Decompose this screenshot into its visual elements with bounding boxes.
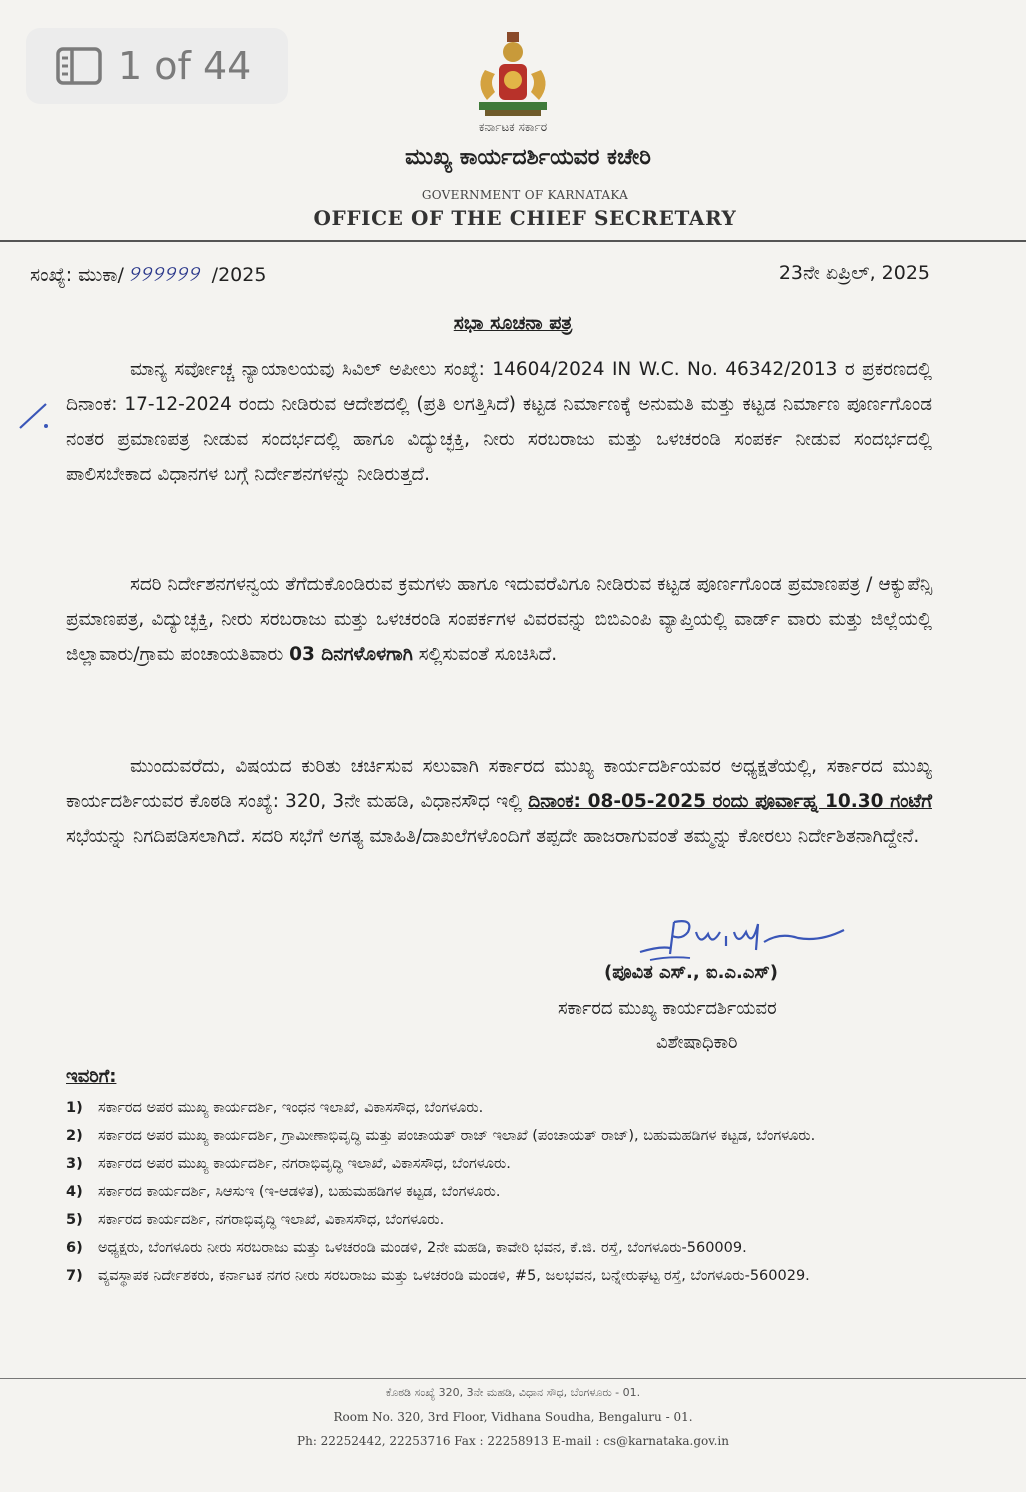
list-text: ಸರ್ಕಾರದ ಕಾರ್ಯದರ್ಶಿ, ಸಿಆಸುಇ (ಇ-ಆಡಳಿತ), ಬಹುಮಹಡಿಗಳ ಕಟ್ಟಡ, ಬೆಂಗಳೂರು.: [98, 1184, 501, 1200]
list-number: 5): [66, 1212, 83, 1228]
paragraph-1-text: ಮಾನ್ಯ ಸರ್ವೋಚ್ಚ ನ್ಯಾಯಾಲಯವು ಸಿವಿಲ್ ಅಪೀಲು ಸಂಖ್ಯೆ: 14604/2024 IN W.C. No. 46342/2013 ರ ಪ್ರಕರಣದಲ್ಲಿ ದಿನಾಂಕ: 17-12-2024 ರಂದು ನೀಡಿರುವ ಆದೇಶದಲ್ಲಿ (ಪ್ರತಿ ಲಗತ್ತಿಸಿದೆ) ಕಟ್ಟಡ ನಿರ್ಮಾಣಕ್ಕೆ ಅನುಮತಿ ಮತ್ತು ಕಟ್ಟಡ ನಿರ್ಮಾಣ ಪೂರ್ಣಗೊಂಡ ನಂತರ ಪ್ರಮಾಣಪತ್ರ ನೀಡುವ ಸಂದರ್ಭದಲ್ಲಿ ಹಾಗೂ ವಿದ್ಯುಚ್ಛಕ್ತಿ, ನೀರು ಸರಬರಾಜು ಮತ್ತು ಒಳಚರಂಡಿ ಸಂಪರ್ಕ ನೀಡುವ ಸಂದರ್ಭದಲ್ಲಿ ಪಾಲಿಸಬೇಕಾದ ವಿಧಾನಗಳ ಬಗ್ಗೆ ನಿರ್ದೇಶನಗಳನ್ನು ನೀಡಿರುತ್ತದೆ.: [66, 359, 932, 485]
paragraph-2-end: ಸಲ್ಲಿಸುವಂತೆ ಸೂಚಿಸಿದೆ.: [412, 644, 558, 665]
footer-address-english: Room No. 320, 3rd Floor, Vidhana Soudha, Bengaluru - 01.: [333, 1410, 693, 1424]
signatory-title: ಸರ್ಕಾರದ ಮುಖ್ಯ ಕಾರ್ಯದರ್ಶಿಯವರ: [558, 998, 777, 1019]
handwritten-reference-number: ୨୨୨୨୨୨: [127, 262, 208, 287]
office-title-english: OFFICE OF THE CHIEF SECRETARY: [313, 206, 737, 230]
paragraph-directions: [66, 567, 932, 672]
footer-address-kannada: ಕೊಠಡಿ ಸಂಖ್ಯೆ 320, 3ನೇ ಮಹಡಿ, ವಿಧಾನ ಸೌಧ, ಬೆಂಗಳೂರು - 01.: [385, 1386, 641, 1399]
reference-year: /2025: [211, 264, 267, 286]
list-text: ವ್ಯವಸ್ಥಾಪಕ ನಿರ್ದೇಶಕರು, ಕರ್ನಾಟಕ ನಗರ ನೀರು ಸರಬರಾಜು ಮತ್ತು ಒಳಚರಂಡಿ ಮಂಡಳಿ, #5, ಜಲಭವನ, ಬನ್ನೇರುಘಟ್ಟ ರಸ್ತೆ, ಬೆಂಗಳೂರು-560029.: [98, 1268, 810, 1284]
government-kannada: ಕರ್ನಾಟಕ ಸರ್ಕಾರ: [478, 120, 548, 134]
list-number: 1): [66, 1100, 83, 1116]
page-counter-badge[interactable]: [26, 28, 288, 104]
list-item: [66, 1208, 946, 1232]
paragraph-3-end: ಸಭೆಯನ್ನು ನಿಗದಿಪಡಿಸಲಾಗಿದೆ. ಸದರಿ ಸಭೆಗೆ ಅಗತ್ಯ ಮಾಹಿತಿ/ದಾಖಲೆಗಳೊಂದಿಗೆ ತಪ್ಪದೇ ಹಾಜರಾಗುವಂತೆ ತಮ್ಮನ್ನು ಕೋರಲು ನಿರ್ದೇಶಿತನಾಗಿದ್ದೇನೆ.: [66, 826, 920, 847]
list-item: [66, 1236, 946, 1260]
office-title-kannada: ಮುಖ್ಯ ಕಾರ್ಯದರ್ಶಿಯವರ ಕಚೇರಿ: [405, 145, 651, 170]
list-item: [66, 1264, 946, 1288]
signatory-designation: ವಿಶೇಷಾಧಿಕಾರಿ: [656, 1032, 738, 1053]
recipients-heading: ಇವರಿಗೆ:: [66, 1066, 117, 1087]
signatory-name: (ಪೂವಿತ ಎಸ್., ಐ.ಎ.ಎಸ್): [604, 962, 778, 983]
list-item: [66, 1124, 946, 1148]
paragraph-court-order: [66, 352, 932, 492]
list-text: ಸರ್ಕಾರದ ಅಪರ ಮುಖ್ಯ ಕಾರ್ಯದರ್ಶಿ, ನಗರಾಭಿವೃದ್ಧಿ ಇಲಾಖೆ, ವಿಕಾಸಸೌಧ, ಬೆಂಗಳೂರು.: [98, 1156, 511, 1172]
list-text: ಸರ್ಕಾರದ ಅಪರ ಮುಖ್ಯ ಕಾರ್ಯದರ್ಶಿ, ಇಂಧನ ಇಲಾಖೆ, ವಿಕಾಸಸೌಧ, ಬೆಂಗಳೂರು.: [98, 1100, 484, 1116]
header-divider: [0, 240, 1026, 242]
list-text: ಸರ್ಕಾರದ ಅಪರ ಮುಖ್ಯ ಕಾರ್ಯದರ್ಶಿ, ಗ್ರಾಮೀಣಾಭಿವೃದ್ಧಿ ಮತ್ತು ಪಂಚಾಯತ್ ರಾಜ್ ಇಲಾಖೆ (ಪಂಚಾಯತ್ ರಾಜ್), ಬಹುಮಹಡಿಗಳ ಕಟ್ಟಡ, ಬೆಂಗಳೂರು.: [98, 1128, 816, 1144]
page-counter-text: 1 of 44: [118, 44, 252, 88]
signature-icon: [630, 902, 860, 968]
document-title: ಸಭಾ ಸೂಚನಾ ಪತ್ರ: [453, 312, 573, 334]
state-emblem-icon: [465, 30, 561, 120]
deadline-highlight: 03 ದಿನಗಳೊಳಗಾಗಿ: [289, 644, 413, 665]
list-item: [66, 1180, 946, 1204]
footer-contact: Ph: 22252442, 22253716 Fax : 22258913 E-mail : cs@karnataka.gov.in: [297, 1434, 729, 1448]
list-text: ಅಧ್ಯಕ್ಷರು, ಬೆಂಗಳೂರು ನೀರು ಸರಬರಾಜು ಮತ್ತು ಒಳಚರಂಡಿ ಮಂಡಳಿ, 2ನೇ ಮಹಡಿ, ಕಾವೇರಿ ಭವನ, ಕೆ.ಜಿ. ರಸ್ತೆ, ಬೆಂಗಳೂರು-560009.: [98, 1240, 747, 1256]
list-number: 7): [66, 1268, 83, 1284]
list-text: ಸರ್ಕಾರದ ಕಾರ್ಯದರ್ಶಿ, ನಗರಾಭಿವೃದ್ಧಿ ಇಲಾಖೆ, ವಿಕಾಸಸೌಧ, ಬೆಂಗಳೂರು.: [98, 1212, 445, 1228]
reference-number: [30, 262, 266, 287]
list-number: 3): [66, 1156, 83, 1172]
letter-date: 23ನೇ ಏಪ್ರಿಲ್, 2025: [778, 262, 930, 284]
list-item: [66, 1096, 946, 1120]
meeting-date-time: ದಿನಾಂಕ: 08-05-2025 ರಂದು ಪೂರ್ವಾಹ್ನ 10.30 ಗಂಟೆಗೆ: [528, 791, 932, 812]
page-list-icon: [56, 47, 102, 85]
list-number: 4): [66, 1184, 83, 1200]
list-number: 6): [66, 1240, 83, 1256]
list-item: [66, 1152, 946, 1176]
footer-divider: [0, 1378, 1026, 1379]
government-english: GOVERNMENT OF KARNATAKA: [421, 188, 629, 202]
paragraph-2-text: ಸದರಿ ನಿರ್ದೇಶನಗಳನ್ವಯ ತೆಗೆದುಕೊಂಡಿರುವ ಕ್ರಮಗಳು ಹಾಗೂ ಇದುವರೆವಿಗೂ ನೀಡಿರುವ ಕಟ್ಟಡ ಪೂರ್ಣಗೊಂಡ ಪ್ರಮಾಣಪತ್ರ / ಆಕ್ಯುಪೆನ್ಸಿ ಪ್ರಮಾಣಪತ್ರ, ವಿದ್ಯುಚ್ಛಕ್ತಿ, ನೀರು ಸರಬರಾಜು ಮತ್ತು ಒಳಚರಂಡಿ ಸಂಪರ್ಕಗಳ ವಿವರವನ್ನು ಬಿಬಿಎಂಪಿ ವ್ಯಾಪ್ತಿಯಲ್ಲಿ ವಾರ್ಡ್ ವಾರು ಮತ್ತು ಜಿಲ್ಲೆಯಲ್ಲಿ ಜಿಲ್ಲಾವಾರು/ಗ್ರಾಮ ಪಂಚಾಯತಿವಾರು: [66, 574, 932, 665]
pen-tick-mark-icon: [16, 398, 54, 438]
paragraph-meeting-details: [66, 749, 932, 854]
list-number: 2): [66, 1128, 83, 1144]
paragraph-3-text: ಮುಂದುವರೆದು, ವಿಷಯದ ಕುರಿತು ಚರ್ಚಿಸುವ ಸಲುವಾಗಿ ಸರ್ಕಾರದ ಮುಖ್ಯ ಕಾರ್ಯದರ್ಶಿಯವರ ಅಧ್ಯಕ್ಷತೆಯಲ್ಲಿ, ಸರ್ಕಾರದ ಮುಖ್ಯ ಕಾರ್ಯದರ್ಶಿಯವರ ಕೊಠಡಿ ಸಂಖ್ಯೆ: 320, 3ನೇ ಮಹಡಿ, ವಿಧಾನಸೌಧ ಇಲ್ಲಿ: [66, 756, 932, 812]
recipients-list: [66, 1096, 946, 1292]
reference-prefix: ಸಂಖ್ಯೆ: ಮುಕಾ/: [30, 264, 124, 286]
